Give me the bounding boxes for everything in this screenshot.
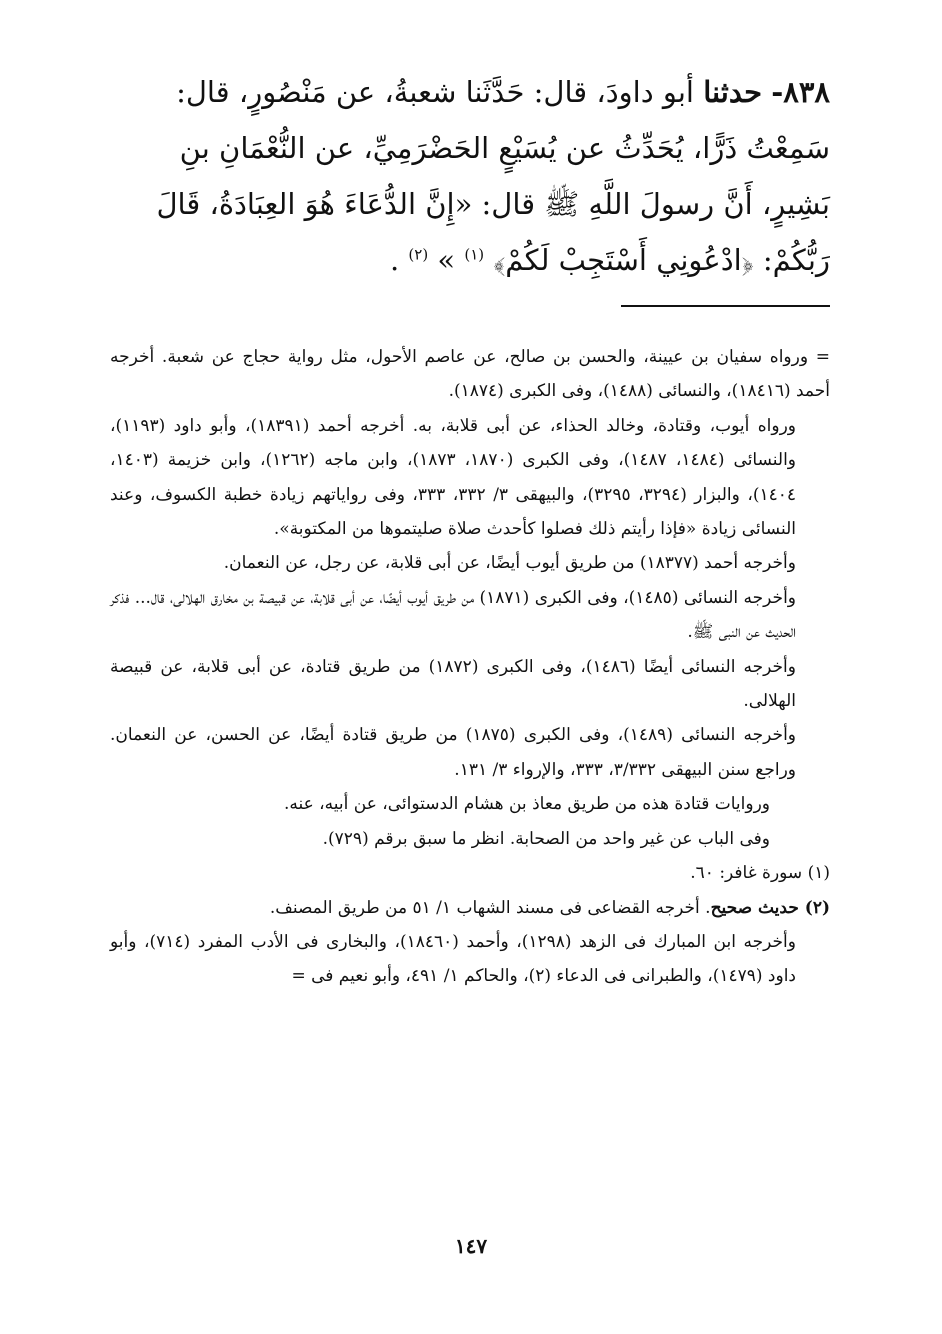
footnote-text: وأخرجه ابن المبارك فى الزهد (١٢٩٨)، وأحمد (١٨٤٦٠)، والبخارى فى الأدب المفرد (٧١٤)، وأبو داود (١٤٧٩)، والطبرانى فى الدعاء (٢)، والحاكم ١/ ٤٩١، وأبو نعيم فى =	[110, 931, 796, 987]
footnote-paragraph	[110, 856, 830, 890]
footnote-paragraph	[110, 650, 830, 719]
footnote-text: وأخرجه أحمد (١٨٣٧٧) من طريق أيوب أيضًا، عن أبى قلابة، عن رجل، عن النعمان.	[223, 553, 796, 574]
footnote-separator	[621, 305, 830, 307]
page-number: ١٤٧	[454, 1234, 488, 1258]
footnote-text: وأخرجه النسائى (١٤٨٩)، وفى الكبرى (١٨٧٥) من طريق قتادة أيضًا، عن الحسن، عن النعمان. وراجع سنن البيهقى ٣/٣٣٢، ٣٣٣، والإرواء ٣/ ١٣١.	[110, 725, 796, 780]
footnote-paragraph	[110, 891, 830, 925]
footnote-text: وفى الباب عن غير واحد من الصحابة. انظر ما سبق برقم (٧٢٩).	[322, 828, 770, 849]
footnote-text: . أخرجه القضاعى فى مسند الشهاب ١/ ٥١ من طريق المصنف.	[269, 897, 711, 918]
hadith-close-quote: »	[437, 243, 456, 277]
footnote-paragraph	[110, 340, 830, 409]
hadith-lead-word: حدثنا	[703, 75, 762, 109]
hadith-text	[110, 64, 830, 288]
footnote-paragraph	[110, 925, 830, 994]
footnote-paragraph	[110, 546, 830, 580]
footnote-text: وروايات قتادة هذه من طريق معاذ بن هشام الدستوائى، عن أبيه، عنه.	[283, 794, 770, 815]
footnote-bold-lead: (٢) حديث صحيح	[710, 897, 830, 918]
hadith-end: .	[389, 243, 400, 277]
footnote-text: وأخرجه النسائى أيضًا (١٤٨٦)، وفى الكبرى (١٨٧٢) من طريق قتادة، عن أبى قلابة، عن قبيصة الهلالى.	[110, 656, 796, 712]
footnote-paragraph	[110, 581, 830, 650]
footnote-text: (١) سورة غافر: ٦٠.	[690, 863, 830, 884]
footnote-paragraph	[110, 822, 830, 856]
footnote-text: ورواه أيوب، وقتادة، وخالد الحذاء، عن أبى قلابة، به. أخرجه أحمد (١٨٣٩١)، وأبو داود (١١٩٣)، والنسائى (١٤٨٤، ١٤٨٧)، وفى الكبرى (١٨٧٠، ١٨٧٣)، وابن ماجه (١٢٦٢)، وابن خزيمة (١٤٠٣، ١٤٠٤)، والبزار (٣٢٩٤، ٣٢٩٥)، والبيهقى ٣/ ٣٣٢، ٣٣٣، وفى رواياتهم زيادة خطبة الكسوف، وعند النسائى زيادة «فإذا رأيتم ذلك فصلوا كأحدث صلاة صليتموها من المكتوبة».	[110, 415, 797, 540]
footnotes	[110, 340, 830, 994]
footnote-text: = ورواه سفيان بن عيينة، والحسن بن صالح، عن عاصم الأحول، مثل رواية حجاج عن شعبة. أخرجه أحمد (١٨٤١٦)، والنسائى (١٤٨٨)، وفى الكبرى (١٨٧٤).	[110, 347, 830, 402]
footnote-paragraph	[110, 718, 830, 787]
footnote-text: وأخرجه النسائى (١٤٨٥)، وفى الكبرى (١٨٧١) من طريق أيوب أيضًا، عن أبى قلابة، عن قبيصة بن مخارق الهلالى، قال... فذكر الحديث عن النبى ﷺ.	[110, 587, 797, 643]
footnote-marker-2: (٢)	[408, 245, 429, 264]
footnote-paragraph	[110, 787, 830, 821]
hadith-body: أبو داودَ، قال: حَدَّثَنا شعبةُ، عن مَنْصُورٍ، قال: سَمِعْتُ ذَرًّا، يُحَدِّثُ عن يُسَيْعٍ الحَضْرَمِيِّ، عن النُّعْمَانِ بنِ بَشِيرٍ، أَنَّ رسولَ اللَّهِ ﷺ قال: «إِنَّ الدُّعَاءَ هُوَ العِبَادَةُ، قَالَ رَبُّكُمْ: ﴿ادْعُونِي أَسْتَجِبْ لَكُمْ﴾	[156, 75, 830, 277]
hadith-number: ٨٣٨-	[771, 75, 830, 109]
footnote-marker-1: (١)	[464, 245, 485, 264]
footnote-paragraph	[110, 409, 830, 547]
